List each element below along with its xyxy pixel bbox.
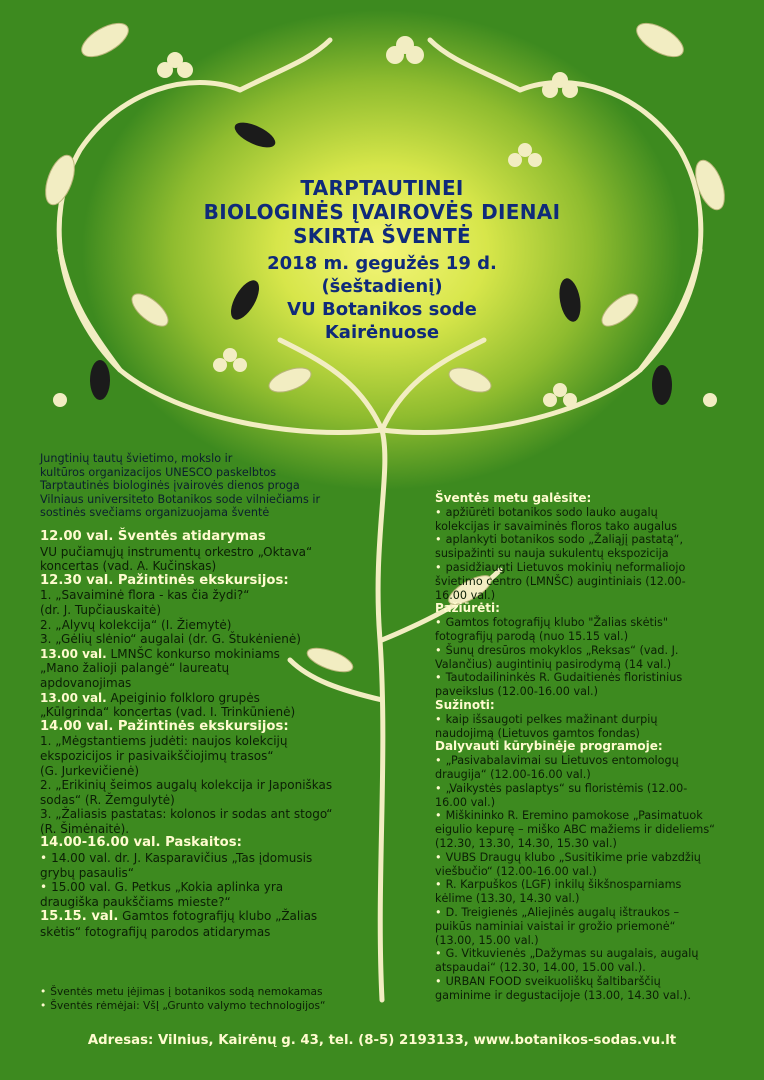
activity-text: • Gamtos fotografijų klubo "Žalias skėtis" bbox=[435, 616, 735, 630]
schedule-text: „Mano žalioji palangė“ laureatų bbox=[40, 661, 230, 676]
activity-text: Valančius) augintinių pasirodymą (14 val.) bbox=[435, 657, 672, 671]
schedule-time: 13.00 val. bbox=[40, 646, 107, 661]
activity-text: • D. Treigienės „Aliejinės augalų ištraukos – bbox=[435, 906, 735, 920]
activity-text: • URBAN FOOD sveikuoliškų šaltibarščių bbox=[435, 975, 735, 989]
schedule-text: 2. „Alyvų kolekcija“ (I. Žiemytė) bbox=[40, 617, 232, 632]
schedule-text: grybų pasaulis“ bbox=[40, 865, 135, 880]
schedule-text: „Kūlgrinda“ koncertas (vad. I. Trinkūnienė) bbox=[40, 705, 296, 720]
activity-text: 16.00 val.) bbox=[435, 588, 496, 602]
intro-line: kultūros organizacijos UNESCO paskelbtos bbox=[40, 465, 277, 479]
event-place-2: Kairėnuose bbox=[324, 322, 440, 343]
address-footer: Adresas: Vilnius, Kairėnų g. 43, tel. (8-5) 2193133, www.botanikos-sodas.vu.lt bbox=[87, 1033, 677, 1048]
schedule-text: (dr. J. Tupčiauskaitė) bbox=[40, 602, 161, 617]
activity-text: paveikslus (12.00-16.00 val.) bbox=[435, 685, 598, 699]
schedule-heading: 14.00-16.00 val. Paskaitos: bbox=[40, 835, 242, 851]
schedule-text: LMNŠC konkurso mokiniams bbox=[106, 646, 280, 661]
activities-column bbox=[435, 492, 735, 1002]
schedule-text: (G. Jurkevičienė) bbox=[40, 763, 140, 778]
activity-text: eigulio kepurę – miško ABC mažiems ir dideliems“ bbox=[435, 823, 715, 837]
activity-text: draugija“ (12.00-16.00 val.) bbox=[435, 767, 591, 781]
activity-text: • apžiūrėti botanikos sodo lauko augalų bbox=[435, 506, 735, 520]
schedule-text: 3. „Žaliasis pastatas: kolonos ir sodas ant stogo“ bbox=[40, 807, 333, 822]
activity-text: atspaudai“ (12.30, 14.00, 15.00 val.). bbox=[435, 961, 646, 975]
activity-text: puikūs naminiai vaistai ir grožio priemonė“ bbox=[435, 919, 676, 933]
schedule-text: apdovanojimas bbox=[40, 675, 132, 690]
schedule-text: (R. Šimėnaitė). bbox=[40, 821, 130, 836]
title-line-3: SKIRTA ŠVENTĖ bbox=[293, 224, 471, 248]
event-weekday: (šeštadienį) bbox=[321, 276, 443, 297]
activity-text: (12.30, 13.30, 14.30, 15.30 val.) bbox=[435, 836, 617, 850]
activity-text: švietimo centro (LMNŠC) augintiniais (12.00- bbox=[435, 574, 686, 588]
activity-text: naudojimą (Lietuvos gamtos fondas) bbox=[435, 726, 640, 740]
notes bbox=[40, 985, 360, 1013]
schedule-heading: 14.00 val. Pažintinės ekskursijos: bbox=[40, 718, 289, 734]
schedule-text: 2. „Erikinių šeimos augalų kolekcija ir Japoniškas bbox=[40, 778, 333, 793]
schedule-text: sodas“ (R. Žemgulytė) bbox=[40, 792, 175, 807]
activity-text: 16.00 val.) bbox=[435, 795, 496, 809]
schedule-text: 3. „Gėlių slėnio“ augalai (dr. G. Štukėnienė) bbox=[40, 632, 301, 647]
schedule-text: • 15.00 val. G. Petkus „Kokia aplinka yra bbox=[40, 880, 370, 895]
intro-line: sostinės svečiams organizuojama šventė bbox=[40, 506, 270, 520]
schedule-text: VU pučiamųjų instrumentų orkestro „Oktava“ bbox=[40, 544, 313, 559]
note-sponsors: • Šventės rėmėjai: VšĮ „Grunto valymo technologijos“ bbox=[40, 999, 360, 1013]
intro-line: Jungtinių tautų švietimo, mokslo ir bbox=[40, 452, 233, 465]
title-line-1: TARPTAUTINEI bbox=[300, 176, 464, 200]
schedule-text: Apeiginio folkloro grupės bbox=[106, 690, 260, 705]
activity-text: • Tautodailininkės R. Gudaitienės floristinius bbox=[435, 671, 735, 685]
title-line-2: BIOLOGINĖS ĮVAIROVĖS DIENAI bbox=[203, 200, 561, 224]
activity-text: • Miškininko R. Eremino pamokose „Pasimatuok bbox=[435, 809, 735, 823]
schedule-text: Gamtos fotografijų klubo „Žalias bbox=[118, 909, 318, 924]
schedule-heading: 12.00 val. Šventės atidarymas bbox=[40, 529, 266, 544]
schedule-time: 13.00 val. bbox=[40, 690, 107, 705]
activity-text: • R. Karpuškos (LGF) inkilų šikšnosparniams bbox=[435, 878, 735, 892]
activity-text: (13.00, 15.00 val.) bbox=[435, 933, 539, 947]
schedule-heading: 12.30 val. Pažintinės ekskursijos: bbox=[40, 572, 289, 588]
schedule-text: draugiška paukščiams mieste?“ bbox=[40, 894, 231, 909]
activity-text: fotografijų parodą (nuo 15.15 val.) bbox=[435, 629, 629, 643]
event-place: VU Botanikos sode bbox=[287, 299, 477, 320]
activity-text: • „Vaikystės paslaptys“ su floristėmis (12.00- bbox=[435, 782, 735, 796]
activity-text: • pasidžiaugti Lietuvos mokinių neformaliojo bbox=[435, 561, 735, 575]
activity-text: • VUBS Draugų klubo „Susitikime prie vabzdžių bbox=[435, 851, 735, 865]
event-date: 2018 m. gegužės 19 d. bbox=[267, 253, 497, 274]
activity-text: kolekcijas ir savaiminės floros tako augalus bbox=[435, 519, 678, 533]
activity-text: • aplankyti botanikos sodo „Žaliąjį pastatą“, bbox=[435, 533, 735, 547]
schedule-time: 15.15. val. bbox=[40, 909, 119, 925]
activity-text: gaminime ir degustacijoje (13.00, 14.30 val.). bbox=[435, 988, 691, 1002]
event-title-block bbox=[150, 176, 614, 344]
activity-text: • „Pasivabalavimai su Lietuvos entomologų bbox=[435, 754, 735, 768]
activity-text: kėlime (13.30, 14.30 val.) bbox=[435, 892, 580, 906]
schedule-text: skėtis“ fotografijų parodos atidarymas bbox=[40, 925, 271, 940]
schedule-column bbox=[40, 530, 370, 940]
schedule-text: 1. „Mėgstantiems judėti: naujos kolekcijų bbox=[40, 734, 288, 749]
activity-text: viešbučio“ (12.00-16.00 val.) bbox=[435, 864, 597, 878]
activity-text: • kaip išsaugoti pelkes mažinant durpių bbox=[435, 713, 735, 727]
section-heading: Sužinoti: bbox=[435, 697, 495, 712]
note-free-entry: • Šventės metu įėjimas į botanikos sodą nemokamas bbox=[40, 985, 360, 999]
schedule-text: 1. „Savaiminė flora - kas čia žydi?“ bbox=[40, 588, 250, 603]
intro-line: Vilniaus universiteto Botanikos sode vilniečiams ir bbox=[40, 492, 321, 506]
section-heading: Šventės metu galėsite: bbox=[435, 491, 592, 505]
schedule-text: koncertas (vad. A. Kučinskas) bbox=[40, 559, 217, 574]
activity-text: • Šunų dresūros mokyklos „Reksas“ (vad. J. bbox=[435, 644, 735, 658]
intro-line: Tarptautinės biologinės įvairovės dienos proga bbox=[40, 479, 300, 493]
activity-text: susipažinti su nauja sukulentų ekspozicija bbox=[435, 547, 669, 561]
activity-text: • G. Vitkuvienės „Dažymas su augalais, augalų bbox=[435, 947, 735, 961]
schedule-text: ekspozicijos ir pasivaikščiojimų trasos“ bbox=[40, 748, 274, 763]
section-heading: Dalyvauti kūrybinėje programoje: bbox=[435, 739, 663, 754]
schedule-text: • 14.00 val. dr. J. Kasparavičius „Tas įdomusis bbox=[40, 851, 370, 866]
section-heading: Pažiūrėti: bbox=[435, 601, 500, 616]
intro-text bbox=[40, 452, 340, 520]
